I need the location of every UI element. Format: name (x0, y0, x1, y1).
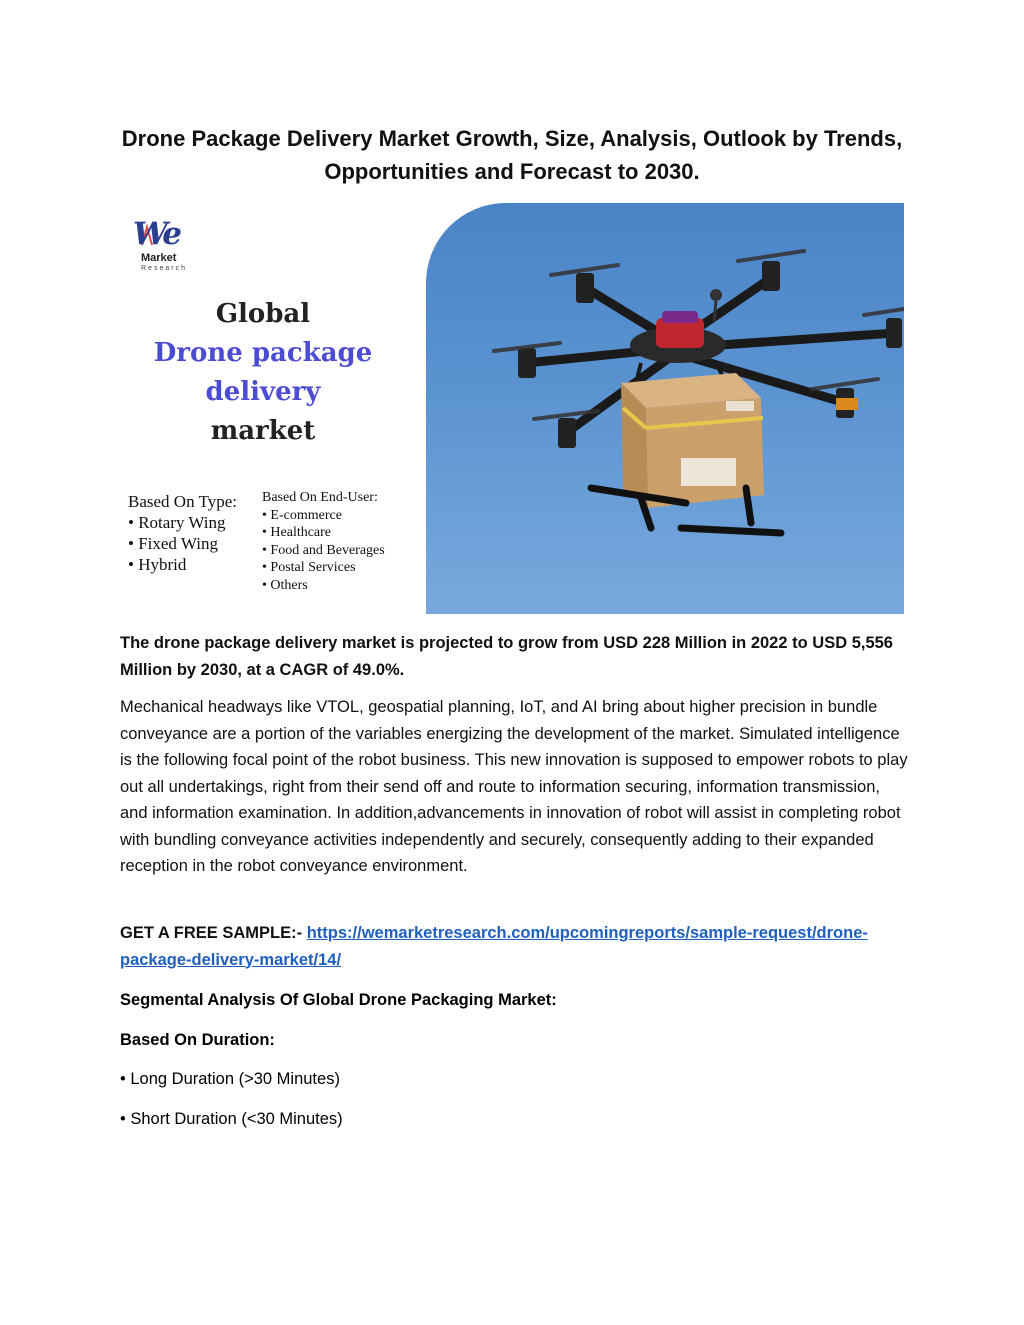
list-item: • Short Duration (<30 Minutes) (120, 1110, 343, 1128)
banner-headline (138, 295, 388, 451)
logo-mark: We (133, 216, 180, 252)
company-logo (133, 217, 193, 277)
based-on-end-user-list (262, 489, 385, 594)
headline-line: delivery (205, 377, 321, 407)
list-title: Based On End-User: (262, 490, 378, 505)
duration-heading: Based On Duration: (120, 1031, 275, 1049)
list-item: • Rotary Wing (128, 513, 226, 532)
sample-request-link[interactable]: https://wemarketresearch.com/upcomingreports/sample-request/drone-package-delivery-market/14/ (120, 924, 868, 969)
headline-line: market (210, 416, 316, 446)
list-item: • E-commerce (262, 507, 342, 523)
based-on-type-list (128, 491, 237, 575)
list-item: • Food and Beverages (262, 542, 385, 558)
page-title: Drone Package Delivery Market Growth, Size, Analysis, Outlook by Trends, Opportunities and Forecast to 2030. (121, 126, 903, 184)
headline-line: Global (215, 299, 311, 329)
segmental-analysis-heading: Segmental Analysis Of Global Drone Packaging Market: (120, 991, 557, 1009)
market-summary: The drone package delivery market is projected to grow from USD 228 Million in 2022 to USD 5,556 Million by 2030, at a CAGR of 49.0%. (120, 634, 893, 679)
list-title: Based On Type: (128, 492, 237, 511)
list-item: • Fixed Wing (128, 534, 218, 553)
logo-subtitle: Research (141, 265, 187, 272)
list-item: • Healthcare (262, 525, 332, 540)
list-item: • Postal Services (262, 560, 356, 575)
list-item: • Long Duration (>30 Minutes) (120, 1070, 340, 1088)
free-sample-line (120, 920, 910, 973)
list-item: • Others (262, 577, 308, 593)
market-description: Mechanical headways like VTOL, geospatial planning, IoT, and AI bring about higher precision in bundle conveyance are a portion of the variables energizing the development of the market. Simulated intelligence is the following focal point of the robot business. This new innovation is supposed to empower robots to play out all undertakings, right from their send off and route to information securing, information transmission, and information examination. In addition,advancements in innovation of robot will assist in completing robot with bundling conveyance activities independently and securely, consequently adding to their expanded reception in the robot conveyance environment. (120, 698, 908, 875)
infographic-banner (120, 203, 904, 614)
headline-line: Drone package (153, 338, 373, 368)
logo-name: Market (141, 252, 177, 264)
free-sample-label: GET A FREE SAMPLE:- (120, 924, 303, 942)
list-item: • Hybrid (128, 555, 187, 574)
delivery-drone-icon (426, 203, 904, 614)
drone-photo (426, 203, 904, 614)
